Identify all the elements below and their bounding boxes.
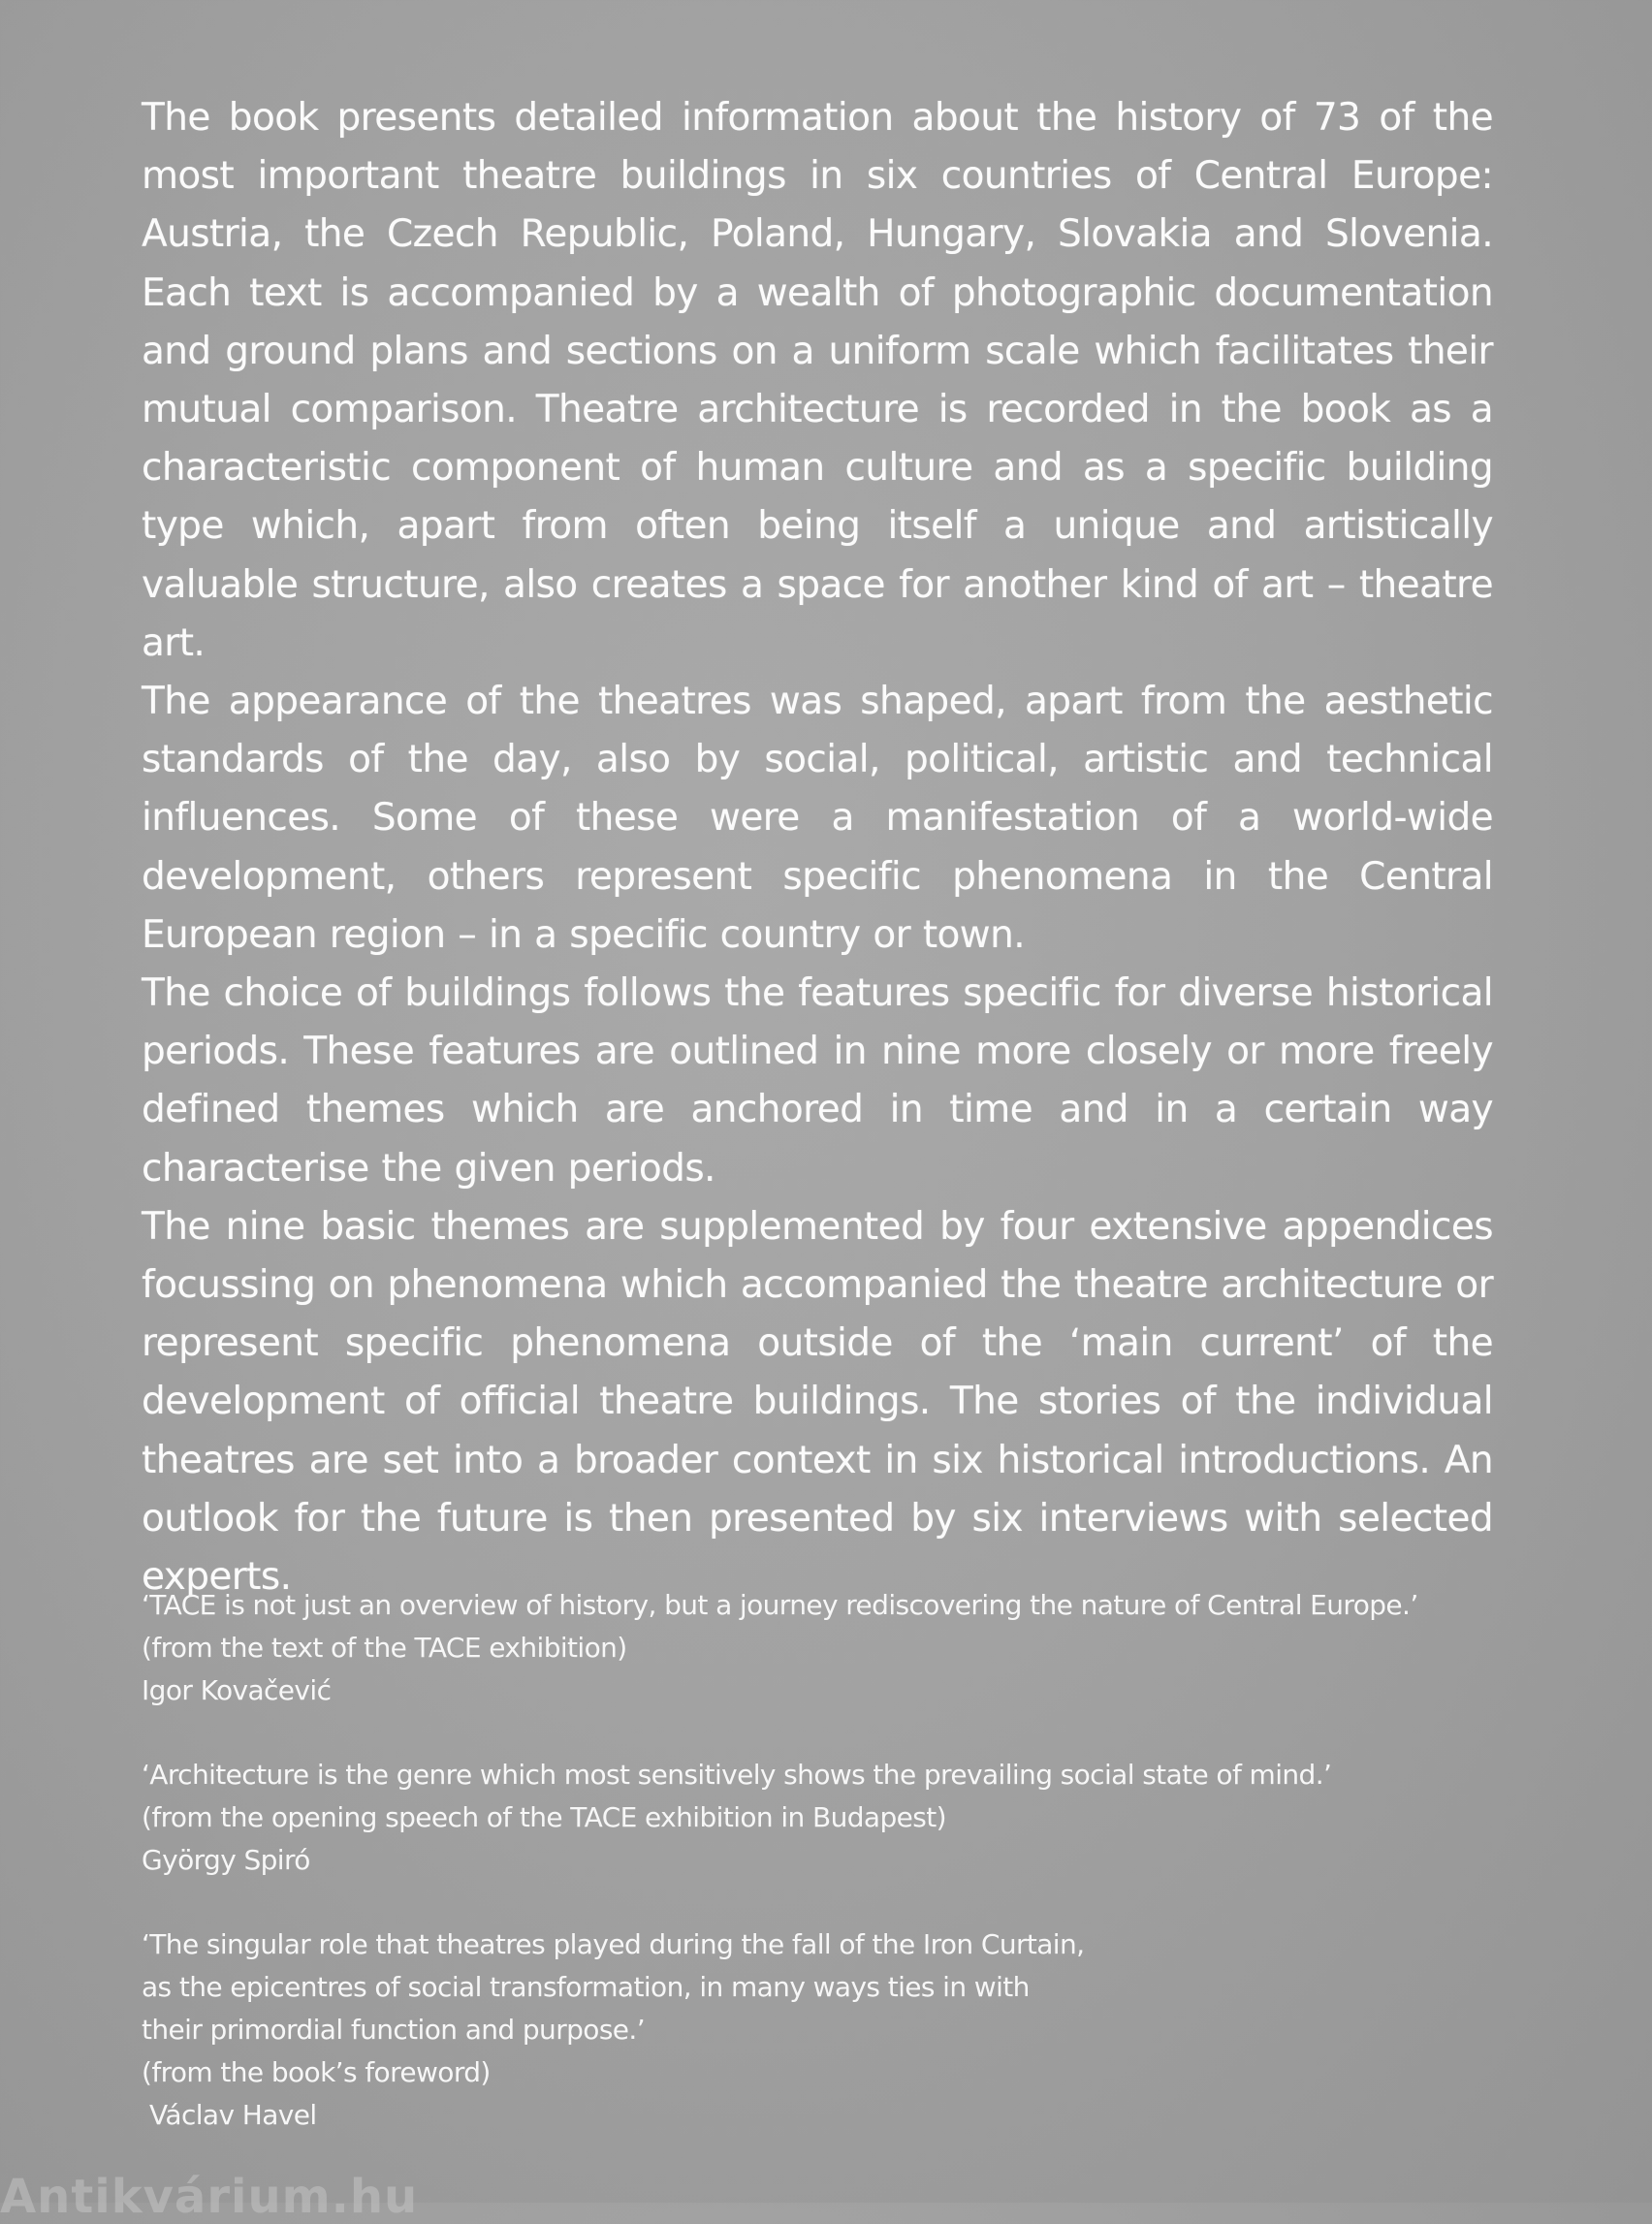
description-paragraph-1: The book presents detailed information about the history of 73 of the most important theatre buildings in six countries of Central Europe: Austria, the Czech Republic, Poland, Hungary, Slovakia and Slovenia. Each text is accompanied by a wealth of photographic documentation and ground plans and sections on a uniform scale which facilitates their mutual comparison. Theatre architecture is recorded in the book as a characteristic component of human culture and as a specific building type which, apart from often being itself a unique and artistically valuable structure, also creates a space for another kind of art – theatre art. <box>142 96 1493 665</box>
quote-author: György Spiró <box>142 1843 310 1876</box>
quote-text-line-2: as the epicentres of social transformation, in many ways ties in with <box>142 1971 1030 2004</box>
quote-source: (from the book’s foreword) <box>142 2055 491 2088</box>
quote-spiro <box>142 1754 1402 1881</box>
quote-source: (from the text of the TACE exhibition) <box>142 1631 627 1664</box>
description-paragraph-3: The choice of buildings follows the features specific for diverse historical periods. These features are outlined in nine more closely or more freely defined themes which are anchored in time and in a certain way characterise the given periods. <box>142 971 1493 1191</box>
watermark: Antikvárium.hu <box>0 2170 419 2224</box>
quote-text-line-3: their primordial function and purpose.’ <box>142 2013 646 2046</box>
quotes-section <box>142 1584 1418 2178</box>
quote-text: ‘TACE is not just an overview of history, but a journey rediscovering the nature of Central Europe.’ <box>142 1589 1418 1621</box>
description-paragraph-2: The appearance of the theatres was shaped, apart from the aesthetic standards of the day, also by social, political, artistic and technical influences. Some of these were a manifestation of a world-wide development, others represent specific phenomena in the Central European region – in a specific country or town. <box>142 680 1493 957</box>
description-paragraph-4: The nine basic themes are supplemented by four extensive appendices focussing on phenomena which accompanied the theatre architecture or represent specific phenomena outside of the ‘main current’ of the development of official theatre buildings. The stories of the individual theatres are set into a broader context in six historical introductions. An outlook for the future is then presented by six interviews with selected experts. <box>142 1204 1493 1600</box>
quote-havel <box>142 1923 1402 2136</box>
quote-source: (from the opening speech of the TACE exhibition in Budapest) <box>142 1800 946 1833</box>
quote-author: Igor Kovačević <box>142 1673 332 1706</box>
quote-text: ‘Architecture is the genre which most sensitively shows the prevailing social state of mind.’ <box>142 1759 1332 1792</box>
quote-text-line-1: ‘The singular role that theatres played during the fall of the Iron Curtain, <box>142 1928 1085 1961</box>
quote-author: Václav Havel <box>149 2098 317 2131</box>
quote-kovacevic <box>142 1584 1418 1711</box>
description-text <box>142 89 1493 1606</box>
